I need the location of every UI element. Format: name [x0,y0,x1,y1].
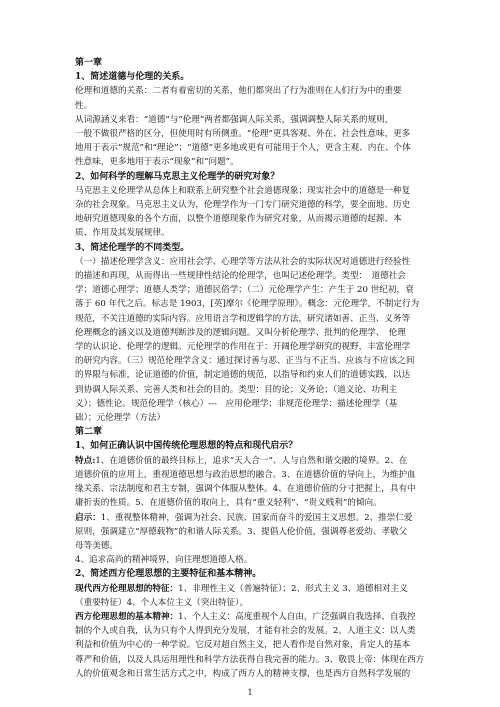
text-line: 伦理概念的涵义以及道德判断涉及的逻辑问题。又叫分析伦理学、批判的伦理学、 伦理 [75,327,406,338]
text-line: 伦理和道德的关系：二者有着密切的关系，他们都突出了行为准则在人们行为中的重要 [75,86,402,97]
section-heading: 1、简述道德与伦理的关系。 [75,72,190,83]
inline-label: 现代西方伦理思想的特征： [75,583,179,594]
text-line: （一）描述伦理学含义：应用社会学、心理学等方法从社会的实际状况对道德进行经验性 [75,256,411,267]
text-line: （重要特征）4、个人本位主义（突出特征）。 [75,597,249,608]
text-line [75,454,432,468]
inline-text: 1、非理性主义（普遍特征）；2、形式主义 3、道德相对主义 [178,583,408,594]
text-line: 落于 60 年代之后。标志是 1903，[英]摩尔《伦理学原理》。概念：元伦理学，不制定行为 [75,299,420,310]
section-heading: 2、如何科学的理解马克思主义伦理学的研究对象？ [75,171,280,182]
text-line: 杂的社会现象。马克思主义认为，伦理学作为一门专门研究道德的科学，要全面地、历史 [75,200,411,211]
inline-text: 1、个人主义：高度重视个人自由，广泛强调自我选择、自我控 [178,611,416,622]
text-line: 义）；德性论。规范伦理学（核心）--- 应用伦理学；非规范伦理学：描述伦理学（基 [75,398,398,409]
page-number: 1 [247,688,253,697]
text-line: 到协调人际关系、完善人类和社会的目的。类型：目的论；义务论；（道义论、功利主 [75,384,398,395]
text-line: 缘关系、宗法制度和君主专制，强调个体服从整体。4、在道德价值的分寸把握上，具有中 [75,484,416,495]
text-line: 学；道德心理学；道德人类学；道德民俗学；（二）元伦理学产生：产生于 20 世纪初，衰 [75,285,414,296]
inline-text: 1、在道德价值的最终目标上，追求“天人合一”、人与自然和谐交融的境界。2、在 [95,455,408,466]
text-line: 尊严和价值，以及人具运用理性和科学方法获得自我完善的能力。3、敬畏上帝：体现在西方 [75,654,425,665]
text-line: 础）；元伦理学（方法） [75,413,166,424]
inline-label: 西方伦理思想的基本精神： [75,611,179,622]
text-line [75,610,432,624]
section-heading: 3、简述伦理学的不同类型。 [75,242,190,253]
text-line: 规范，不关注道德的实际内容。应用语言学和逻辑学的方法，研究诸如善、正当、义务等 [75,313,411,324]
text-line: 4、追求高尚的精神境界，向往理想道德人格。 [75,555,253,566]
section-heading: 1、如何正确认识中国传统伦理思想的特点和现代启示？ [75,441,298,452]
text-line: 性。 [75,100,93,111]
text-line: 的研究内容。（三）规范伦理学含义：通过探讨善与恶、正当与不正当、应该与不应该之间 [75,356,415,367]
text-line: 地用于表示“规范”和“理论”；“道德”更多地或更有可能用于个人，更含主观、内在、个体 [75,143,411,154]
text-line: 制的个人或自我，认为只有个人得到充分发展，才能有社会的发展。2、人道主义：以人类 [75,626,416,637]
text-line: 道德价值的应用上，重视道德思想与政治思想的融合。3、在道德价值的导向上，为维护血 [75,469,416,480]
text-line [75,511,432,525]
text-line: 母等美德。 [75,540,118,551]
document-body [75,56,432,681]
text-line: 一般不做很严格的区分，但使用时有所侧重。“伦理”更具客观、外在、社会性意味，更多 [75,129,411,140]
text-line: 原则，强调建立“厚德载物”的和谐人际关系。3、提倡人伦价值，强调尊老爱幼、孝敬父 [75,526,408,537]
text-line: 马克思主义伦理学从总体上和联系上研究整个社会道德现象；现实社会中的道德是一种复 [75,185,411,196]
text-line: 人的价值观念和日常生活方式之中，构成了西方人的精神支撑，也是西方自然科学发展的 [75,668,411,679]
text-line: 从词源涵义来看：“道德”与“伦理”两者都强调人际关系，强调调整人际关系的规则， [75,114,394,125]
text-line: 质、作用及其发展规律。 [75,228,170,239]
text-line: 性意味，更多地用于表示“现象”和“问题”。 [75,157,239,168]
text-line: 学的认识论、伦理学的逻辑。元伦理学的作用在于：开阔伦理学研究的视野，丰富伦理学 [75,342,411,353]
text-line [75,582,432,596]
text-line: 的界限与标准，论证道德的价值，制定道德的规范，以指导和约束人们的道德实践，以达 [75,370,411,381]
section-heading: 第二章 [75,427,103,438]
inline-text: 1、重视整体精神，强调为社会、民族、国家而奋斗的爱国主义思想。2、推崇仁爱 [100,512,413,523]
text-line: 的描述和再现，从而得出一些规律性结论的伦理学，也叫记述伦理学。类型： 道德社会 [75,271,406,282]
inline-label: 特点: [75,455,96,466]
text-line: 地研究道德现象的各个方面，以整个道德现象作为研究对象，从而揭示道德的起源、本 [75,214,402,225]
section-heading: 第一章 [75,58,103,68]
text-line: 庸折衷的性质。5、在道德价值的取向上，具有“重义轻利”、“贵义贱利”的倾向。 [75,498,382,509]
text-line: 利益和价值为中心的一种学说。它反对超自然主义，把人看作是自然对象，肯定人的基本 [75,640,411,651]
section-heading: 2、简述西方伦理思想的主要特征和基本精神。 [75,569,262,580]
inline-label: 启示： [75,512,101,523]
